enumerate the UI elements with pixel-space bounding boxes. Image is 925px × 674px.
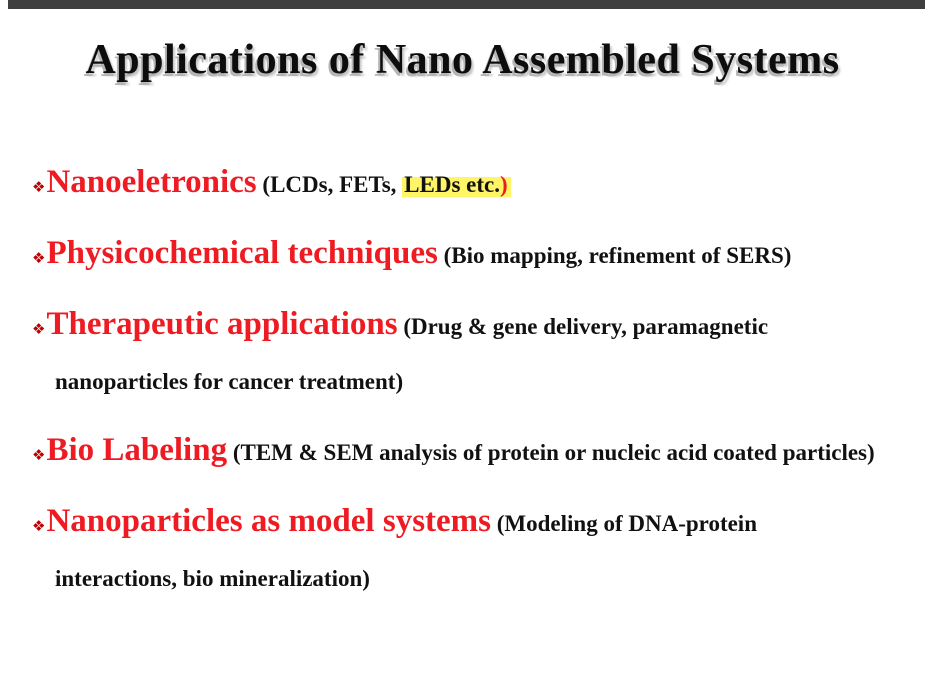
bullet-heading: Therapeutic applications — [46, 306, 398, 342]
highlighted-close-paren: ) — [499, 172, 508, 197]
bullet-detail: (Modeling of DNA-protein interactions, bio mineralization) — [55, 511, 757, 591]
highlighted-text: LEDs etc. — [404, 172, 500, 197]
slide-title: Applications of Nano Assembled Systems — [85, 37, 840, 83]
diamond-bullet-icon: ❖ — [32, 517, 46, 535]
yellow-highlight — [402, 172, 511, 197]
bullet-detail: (TEM & SEM analysis of protein or nucleic acid coated particles) — [227, 440, 875, 465]
diamond-bullet-icon: ❖ — [32, 320, 46, 338]
bullet-detail: (LCDs, FETs, — [256, 172, 403, 197]
bullet-detail: (Bio mapping, refinement of SERS) — [437, 243, 792, 268]
diamond-bullet-icon: ❖ — [32, 249, 46, 267]
bullet-item-therapeutic — [32, 298, 880, 411]
top-border-bar — [8, 0, 925, 9]
bullet-list — [0, 156, 925, 621]
bullet-heading: Physicochemical techniques — [46, 235, 438, 271]
diamond-bullet-icon: ❖ — [32, 446, 46, 464]
bullet-detail: (Drug & gene delivery, paramagnetic nanoparticles for cancer treatment) — [55, 314, 769, 394]
bullet-heading: Nanoparticles as model systems — [46, 503, 492, 539]
bullet-heading: Nanoeletronics — [46, 164, 257, 200]
bullet-item-physicochemical — [32, 227, 880, 285]
bullet-heading: Bio Labeling — [46, 432, 228, 468]
diamond-bullet-icon: ❖ — [32, 178, 46, 196]
bullet-item-nanoeletronics — [32, 156, 880, 214]
bullet-item-model-systems — [32, 495, 880, 608]
bullet-item-bio-labeling — [32, 424, 880, 482]
